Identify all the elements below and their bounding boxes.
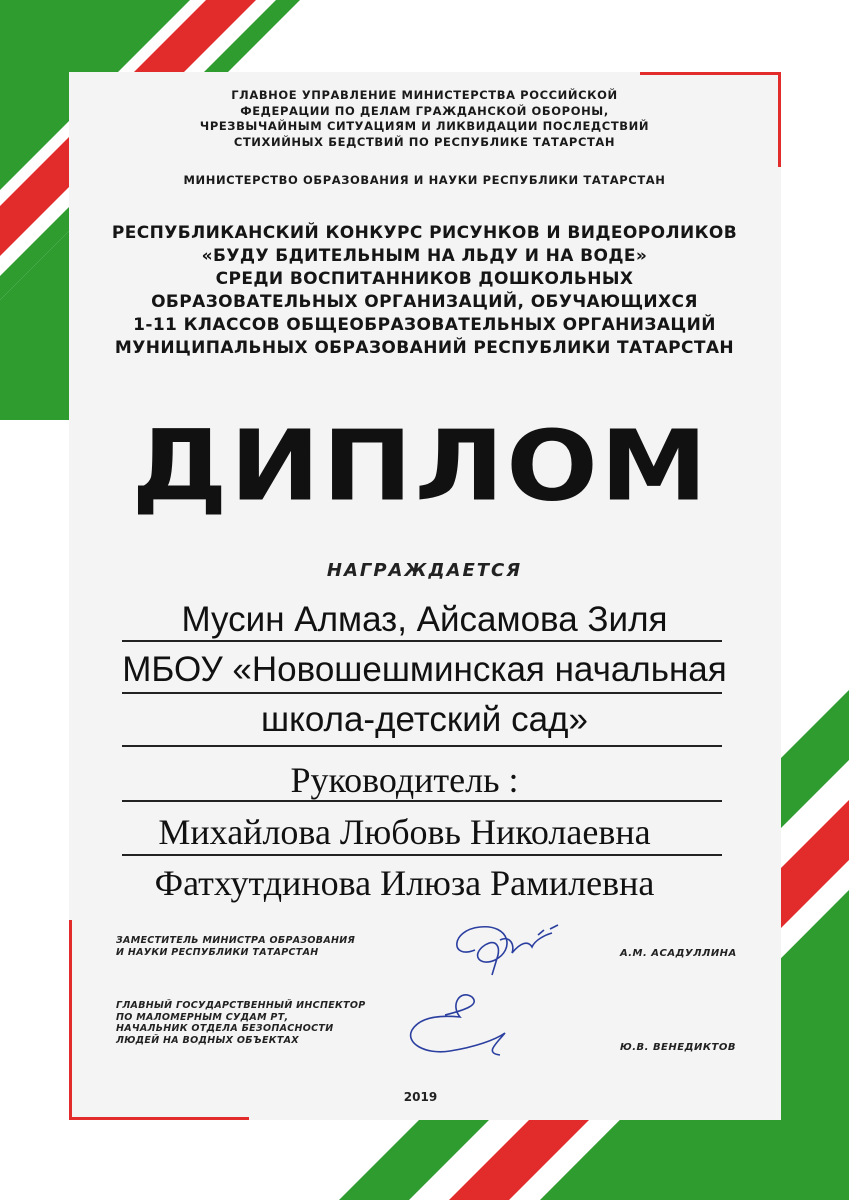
signature-2 xyxy=(400,985,530,1065)
contest-line: 1-11 КЛАССОВ ОБЩЕОБРАЗОВАТЕЛЬНЫХ ОРГАНИЗАЦИЙ xyxy=(133,315,716,335)
signatory-1-name: А.М. АСАДУЛЛИНА xyxy=(620,948,737,959)
contest-description xyxy=(0,222,849,360)
signatory-title-line: ГЛАВНЫЙ ГОСУДАРСТВЕННЫЙ ИНСПЕКТОР xyxy=(116,1000,366,1011)
header-education-ministry: МИНИСТЕРСТВО ОБРАЗОВАНИЯ И НАУКИ РЕСПУБЛИКИ ТАТАРСТАН xyxy=(183,173,666,187)
signatory-title-line: ЛЮДЕЙ НА ВОДНЫХ ОБЪЕКТАХ xyxy=(116,1034,299,1046)
underline-1 xyxy=(122,640,722,642)
underline-4 xyxy=(122,800,722,802)
signatory-title-line: ЗАМЕСТИТЕЛЬ МИНИСТРА ОБРАЗОВАНИЯ xyxy=(116,935,356,946)
frame-top-right-horizontal xyxy=(640,72,781,75)
signatory-title-line: И НАУКИ РЕСПУБЛИКИ ТАТАРСТАН xyxy=(116,946,319,958)
awarded-label: НАГРАЖДАЕТСЯ xyxy=(326,560,523,581)
school-name-line1: МБОУ «Новошешминская начальная xyxy=(122,650,727,689)
diploma-title: ДИПЛОМ xyxy=(131,410,710,523)
contest-line: СРЕДИ ВОСПИТАННИКОВ ДОШКОЛЬНЫХ xyxy=(215,269,634,289)
signatory-1-title xyxy=(116,935,355,958)
signatory-title-line: ПО МАЛОМЕРНЫМ СУДАМ РТ, xyxy=(116,1011,289,1023)
signatory-2-name: Ю.В. ВЕНЕДИКТОВ xyxy=(620,1042,736,1053)
contest-line: ОБРАЗОВАТЕЛЬНЫХ ОРГАНИЗАЦИЙ, ОБУЧАЮЩИХСЯ xyxy=(151,292,698,312)
supervisor-name-2: Фатхутдинова Илюза Рамилевна xyxy=(154,863,655,903)
signature-1 xyxy=(440,915,570,980)
underline-2 xyxy=(122,692,722,694)
contest-line: РЕСПУБЛИКАНСКИЙ КОНКУРС РИСУНКОВ И ВИДЕОРОЛИКОВ xyxy=(111,223,738,243)
underline-5 xyxy=(122,854,722,856)
school-name-line2: школа-детский сад» xyxy=(261,700,588,739)
signatory-2-title xyxy=(116,1000,365,1046)
underline-3 xyxy=(122,745,722,747)
signatory-title-line: НАЧАЛЬНИК ОТДЕЛА БЕЗОПАСНОСТИ xyxy=(116,1023,334,1034)
header-line: ГЛАВНОЕ УПРАВЛЕНИЕ МИНИСТЕРСТВА РОССИЙСКОЙ xyxy=(231,88,618,102)
header-line: ФЕДЕРАЦИИ ПО ДЕЛАМ ГРАЖДАНСКОЙ ОБОРОНЫ, xyxy=(240,103,609,118)
supervisor-label: Руководитель : xyxy=(290,760,519,800)
contest-line: «БУДУ БДИТЕЛЬНЫМ НА ЛЬДУ И НА ВОДЕ» xyxy=(201,246,648,266)
header-emergency-ministry xyxy=(0,88,849,150)
recipients-names: Мусин Алмаз, Айсамова Зиля xyxy=(181,600,668,639)
header-line: ЧРЕЗВЫЧАЙНЫМ СИТУАЦИЯМ И ЛИКВИДАЦИИ ПОСЛЕДСТВИЙ xyxy=(199,119,650,133)
frame-bottom-left-horizontal xyxy=(69,1117,249,1120)
header-line: СТИХИЙНЫХ БЕДСТВИЙ ПО РЕСПУБЛИКЕ ТАТАРСТАН xyxy=(233,134,616,149)
year: 2019 xyxy=(403,1090,438,1104)
supervisor-name-1: Михайлова Любовь Николаевна xyxy=(158,812,651,852)
contest-line: МУНИЦИПАЛЬНЫХ ОБРАЗОВАНИЙ РЕСПУБЛИКИ ТАТАРСТАН xyxy=(114,338,735,358)
